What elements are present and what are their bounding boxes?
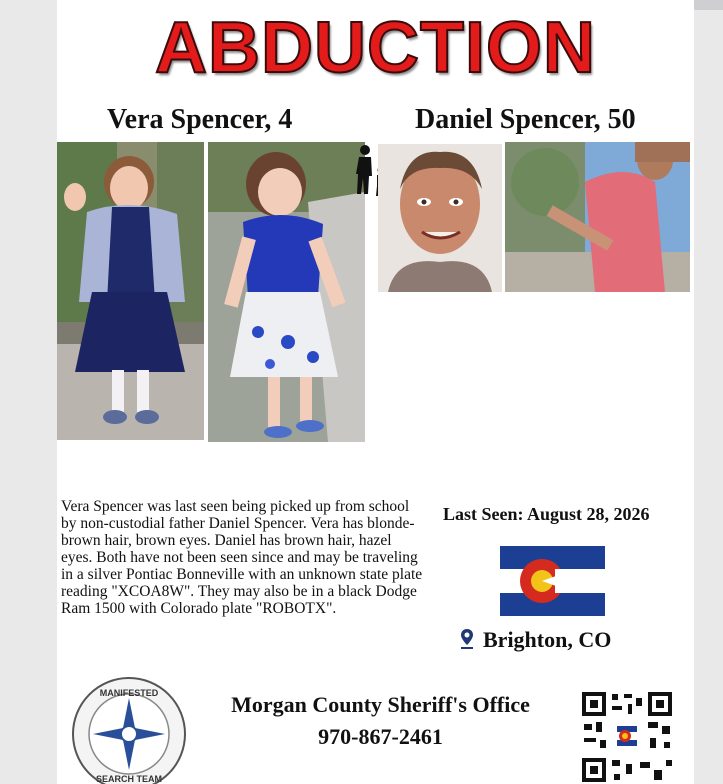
poster-title: ABDUCTION: [155, 8, 596, 88]
father-photo-outdoor: [505, 142, 690, 292]
qr-code: [580, 690, 674, 784]
svg-text:MANIFESTED: MANIFESTED: [99, 688, 159, 698]
colorado-flag: [500, 546, 605, 616]
father-photo-headshot: [378, 144, 502, 292]
case-description: Vera Spencer was last seen being picked up from school by non-custodial father Daniel Spencer. Vera has blonde-brown hair, brown eyes. Daniel has brown hair, hazel eyes. Both have not been seen since and may be traveling in a silver Pontiac Bonneville with an unknown state plate reading "XCOA8W". They may also be in a black Dodge Ram 1500 with Colorado plate "ROBOTX".: [61, 498, 423, 617]
child-photo-waving: [57, 142, 204, 440]
location-pin-icon: [460, 628, 474, 650]
child-photo-dress: [208, 142, 365, 442]
location-label: Brighton, CO: [483, 627, 612, 652]
agency-name: Morgan County Sheriff's Office: [231, 692, 530, 717]
agency-phone: 970-867-2461: [318, 724, 443, 749]
last-seen-date: Last Seen: August 28, 2026: [443, 504, 650, 524]
child-name: Vera Spencer, 4: [107, 104, 293, 135]
abduction-poster: [57, 0, 694, 784]
father-name: Daniel Spencer, 50: [415, 104, 636, 135]
svg-text:SEARCH TEAM: SEARCH TEAM: [95, 774, 163, 784]
search-team-seal: [69, 676, 189, 784]
